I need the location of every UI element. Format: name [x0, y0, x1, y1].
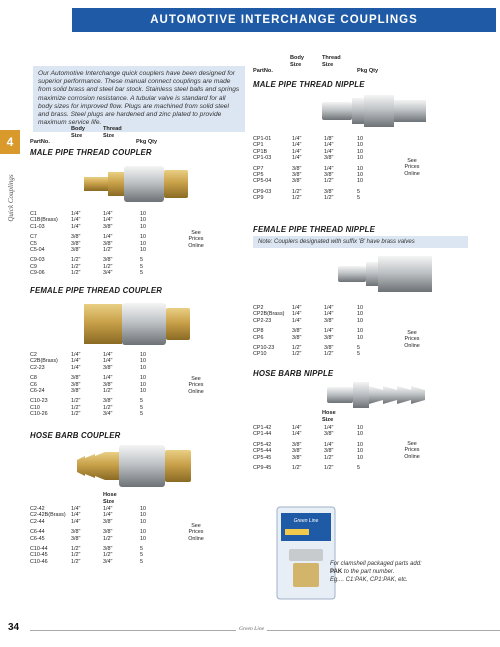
- thread-size: 1/2": [103, 552, 113, 559]
- part-number: C9: [30, 263, 37, 270]
- left-header-pkg: Pkg Qty: [136, 139, 158, 145]
- body-size: 1/4": [71, 211, 81, 217]
- thread-size: 3/8": [103, 529, 113, 536]
- section-title-male-coupler: MALE PIPE THREAD COUPLER: [30, 148, 152, 157]
- pkg-qty: 10: [140, 381, 146, 388]
- pkg-qty: 5: [357, 464, 360, 471]
- see-prices-4: [397, 158, 427, 177]
- table-row: [30, 270, 160, 276]
- pkg-qty: 10: [140, 535, 146, 542]
- table-row: [30, 247, 160, 253]
- table-row: [253, 455, 383, 461]
- body-size: 1/2": [71, 257, 81, 264]
- part-number: C10-44: [30, 545, 48, 552]
- right-header-hose-1: Hose: [322, 410, 336, 416]
- pkg-qty: 10: [357, 448, 363, 455]
- pkg-qty: 10: [357, 165, 363, 172]
- male-nipple-image: [320, 92, 430, 130]
- part-number: CP9: [253, 195, 264, 202]
- body-size: 3/8": [71, 535, 81, 542]
- table-male-coupler: [30, 211, 160, 277]
- pkg-qty: 10: [357, 311, 363, 318]
- part-number: CP1B: [253, 148, 268, 155]
- pkg-qty: 5: [357, 351, 360, 358]
- part-number: C1: [30, 211, 37, 217]
- pkg-qty: 5: [140, 263, 143, 270]
- body-size: 3/8": [292, 454, 302, 461]
- thread-size: 3/8": [324, 155, 334, 162]
- body-size: 3/8": [292, 328, 302, 335]
- pkg-qty: 10: [357, 441, 363, 448]
- see-prices-6-line1: See: [407, 441, 417, 447]
- table-row: [30, 559, 160, 565]
- thread-size: 3/8": [103, 257, 113, 264]
- table-row: [253, 431, 383, 437]
- body-size: 1/4": [71, 506, 81, 512]
- pak-line2: to the part number.: [342, 569, 395, 575]
- body-size: 1/2": [71, 411, 81, 418]
- see-prices-2-line1: See: [191, 376, 201, 382]
- part-number: C10-26: [30, 411, 48, 418]
- see-prices-1-line2: Prices: [188, 236, 204, 243]
- table-row: [30, 365, 160, 371]
- thread-size: 1/4": [103, 358, 113, 365]
- pkg-qty: 5: [357, 195, 360, 202]
- intro-text: Our Automotive Interchange quick couplers have been designed for superior performance. These manual connect couplings are made from solid brass and steel bar stock. Stainless steel balls and springs maximize corrosion resistance. A tubular valve is standard for all body sizes for improved flow. Plugs are machined from solid steel and brass. Steel plugs are hardened and zinc plated to provide maximum service life.: [38, 70, 240, 127]
- body-size: 1/4": [71, 352, 81, 358]
- part-number: CP9-03: [253, 188, 272, 195]
- body-size: 3/8": [292, 441, 302, 448]
- pkg-qty: 10: [140, 352, 146, 358]
- body-size: 1/4": [292, 311, 302, 318]
- body-size: 1/4": [71, 217, 81, 224]
- clamshell-package-image: [275, 505, 337, 601]
- thread-size: 1/2": [103, 387, 113, 394]
- body-size: 1/4": [292, 148, 302, 155]
- thread-size: 3/8": [324, 448, 334, 455]
- body-size: 1/4": [71, 223, 81, 230]
- thread-size: 1/2": [103, 246, 113, 253]
- thread-size: 3/4": [103, 411, 113, 418]
- table-row: [30, 519, 160, 525]
- pkg-qty: 10: [140, 246, 146, 253]
- side-label: [3, 160, 17, 240]
- body-size: 1/4": [292, 136, 302, 142]
- part-number: C6-45: [30, 535, 45, 542]
- pkg-qty: 5: [357, 344, 360, 351]
- page-banner: [72, 8, 496, 32]
- part-number: CP1-03: [253, 155, 272, 162]
- body-size: 1/4": [292, 425, 302, 431]
- thread-size: 1/8": [324, 136, 334, 142]
- thread-size: 3/8": [324, 344, 334, 351]
- part-number: CP5-45: [253, 454, 272, 461]
- right-header-hose: [322, 410, 336, 423]
- body-size: 3/8": [71, 529, 81, 536]
- body-size: 1/2": [292, 188, 302, 195]
- pkg-qty: 5: [140, 552, 143, 559]
- part-number: C9-03: [30, 257, 45, 264]
- thread-size: 3/8": [324, 431, 334, 438]
- body-size: 1/4": [292, 305, 302, 311]
- thread-size: 1/4": [103, 506, 113, 512]
- part-number: CP5-42: [253, 441, 272, 448]
- section-title-female-coupler: FEMALE PIPE THREAD COUPLER: [30, 286, 163, 295]
- pkg-qty: 5: [140, 270, 143, 277]
- table-female-nipple: [253, 305, 383, 358]
- thread-size: 1/2": [103, 404, 113, 411]
- thread-size: 1/4": [103, 234, 113, 241]
- see-prices-2: [181, 376, 211, 395]
- thread-size: 1/4": [324, 142, 334, 149]
- pkg-qty: 5: [140, 398, 143, 405]
- part-number: CP6: [253, 334, 264, 341]
- thread-size: 3/8": [324, 188, 334, 195]
- part-number: C8: [30, 375, 37, 382]
- body-size: 1/4": [71, 358, 81, 365]
- body-size: 3/8": [292, 334, 302, 341]
- table-row: [30, 388, 160, 394]
- thread-size: 3/8": [103, 364, 113, 371]
- right-header-thread-2: Size: [322, 61, 334, 68]
- body-size: 1/4": [292, 155, 302, 162]
- see-prices-5-line1: See: [407, 330, 417, 336]
- thread-size: 3/8": [103, 381, 113, 388]
- part-number: C6: [30, 381, 37, 388]
- see-prices-3-line3: Online: [188, 535, 204, 542]
- right-header-thread: [322, 55, 341, 68]
- see-prices-6-line2: Prices: [404, 447, 420, 454]
- pkg-qty: 10: [357, 425, 363, 431]
- part-number: CP2-23: [253, 317, 272, 324]
- body-size: 1/2": [292, 344, 302, 351]
- body-size: 1/2": [71, 552, 81, 559]
- left-header-hose-1: Hose: [103, 492, 117, 498]
- side-label-text: Quick Couplings: [7, 174, 15, 222]
- left-header-thread-1: Thread: [103, 126, 122, 132]
- male-coupler-image: [82, 160, 192, 210]
- left-header-thread-2: Size: [103, 132, 115, 139]
- body-size: 1/4": [71, 364, 81, 371]
- thread-size: 1/4": [103, 512, 113, 519]
- part-number: C2-42B(Brass): [30, 512, 66, 519]
- left-header-hose: [103, 492, 117, 505]
- thread-size: 1/4": [324, 441, 334, 448]
- see-prices-2-line3: Online: [188, 388, 204, 395]
- intro-box: [33, 66, 245, 132]
- thread-size: 1/4": [324, 148, 334, 155]
- left-header-thread: [103, 126, 122, 139]
- pkg-qty: 10: [140, 529, 146, 536]
- pkg-qty: 10: [357, 431, 363, 438]
- left-header-hose-2: Size: [103, 498, 115, 505]
- package-label: Green Line: [293, 518, 319, 524]
- part-number: CP1-42: [253, 425, 272, 431]
- pkg-qty: 10: [357, 305, 363, 311]
- part-number: C10: [30, 404, 40, 411]
- thread-size: 3/8": [324, 171, 334, 178]
- see-prices-3-line1: See: [191, 523, 201, 529]
- part-number: C10-46: [30, 558, 48, 565]
- table-row: [253, 465, 383, 471]
- part-number: CP1-01: [253, 136, 272, 142]
- right-header-pkg: Pkg Qty: [357, 68, 379, 74]
- part-number: C5-04: [30, 246, 45, 253]
- left-header-body-1: Body: [71, 126, 85, 132]
- thread-size: 3/8": [103, 545, 113, 552]
- pkg-qty: 10: [140, 375, 146, 382]
- see-prices-4-line3: Online: [404, 170, 420, 177]
- body-size: 3/8": [71, 387, 81, 394]
- body-size: 3/8": [292, 171, 302, 178]
- body-size: 3/8": [71, 240, 81, 247]
- pkg-qty: 10: [357, 171, 363, 178]
- body-size: 3/8": [71, 234, 81, 241]
- part-number: C1B(Brass): [30, 217, 58, 224]
- part-number: CP9-45: [253, 464, 272, 471]
- hose-coupler-image: [75, 440, 195, 492]
- pkg-qty: 5: [357, 188, 360, 195]
- pkg-qty: 5: [140, 558, 143, 565]
- body-size: 3/8": [71, 246, 81, 253]
- pkg-qty: 10: [140, 512, 146, 519]
- see-prices-5-line3: Online: [404, 342, 420, 349]
- part-number: C9-06: [30, 270, 45, 277]
- clamshell-note: [330, 560, 460, 584]
- right-header-body-1: Body: [290, 55, 304, 61]
- see-prices-4-line1: See: [407, 158, 417, 164]
- body-size: 1/2": [292, 464, 302, 471]
- right-header-hose-2: Size: [322, 416, 334, 423]
- part-number: C6-44: [30, 529, 45, 536]
- section-title-female-nipple: FEMALE PIPE THREAD NIPPLE: [253, 225, 375, 234]
- brass-valve-note: Note: Couplers designated with suffix 'B' have brass valves: [253, 236, 468, 248]
- pkg-qty: 5: [140, 404, 143, 411]
- see-prices-5-line2: Prices: [404, 336, 420, 343]
- left-header-part: PartNo.: [30, 139, 50, 145]
- thread-size: 1/2": [324, 195, 334, 202]
- section-tab: [0, 130, 20, 154]
- see-prices-3-line2: Prices: [188, 529, 204, 536]
- table-row: [30, 411, 160, 417]
- body-size: 3/8": [292, 165, 302, 172]
- left-header-body-2: Size: [71, 132, 83, 139]
- table-row: [30, 224, 160, 230]
- thread-size: 1/4": [324, 311, 334, 318]
- section-title-male-nipple: MALE PIPE THREAD NIPPLE: [253, 80, 365, 89]
- part-number: CP5-04: [253, 178, 272, 185]
- pkg-qty: 10: [140, 358, 146, 365]
- body-size: 1/4": [292, 431, 302, 438]
- female-nipple-image: [336, 254, 436, 294]
- part-number: C2-23: [30, 364, 45, 371]
- table-row: [253, 155, 383, 161]
- part-number: C6-24: [30, 387, 45, 394]
- thread-size: 3/4": [103, 270, 113, 277]
- table-row: [30, 536, 160, 542]
- pkg-qty: 10: [140, 364, 146, 371]
- pkg-qty: 10: [140, 234, 146, 241]
- section-tab-number: 4: [6, 135, 14, 149]
- pkg-qty: 10: [140, 223, 146, 230]
- pkg-qty: 10: [357, 317, 363, 324]
- part-number: C2: [30, 352, 37, 358]
- pkg-qty: 10: [357, 334, 363, 341]
- thread-size: 1/4": [103, 352, 113, 358]
- see-prices-1: [181, 230, 211, 249]
- thread-size: 1/2": [324, 454, 334, 461]
- hose-nipple-image: [325, 378, 435, 412]
- part-number: CP1-44: [253, 431, 272, 438]
- body-size: 1/2": [71, 398, 81, 405]
- thread-size: 3/4": [103, 558, 113, 565]
- part-number: C2-44: [30, 518, 45, 525]
- pkg-qty: 10: [357, 328, 363, 335]
- pkg-qty: 10: [357, 136, 363, 142]
- body-size: 1/2": [71, 545, 81, 552]
- part-number: CP1: [253, 142, 264, 149]
- right-header-thread-1: Thread: [322, 55, 341, 61]
- thread-size: 3/8": [103, 240, 113, 247]
- female-coupler-image: [82, 298, 192, 350]
- body-size: 3/8": [71, 381, 81, 388]
- thread-size: 1/2": [103, 535, 113, 542]
- part-number: C2-42: [30, 506, 45, 512]
- see-prices-1-line3: Online: [188, 242, 204, 249]
- page-number: 34: [8, 622, 20, 633]
- pkg-qty: 5: [140, 411, 143, 418]
- see-prices-2-line2: Prices: [188, 382, 204, 389]
- right-header-body: [290, 55, 304, 68]
- table-row: [253, 195, 383, 201]
- left-header-body: [71, 126, 85, 139]
- pkg-qty: 10: [140, 518, 146, 525]
- part-number: CP5: [253, 171, 264, 178]
- right-header-part: PartNo.: [253, 68, 273, 74]
- section-title-hose-coupler: HOSE BARB COUPLER: [30, 431, 121, 440]
- table-row: [253, 335, 383, 341]
- pak-line1: For clamshell packaged parts add:: [330, 561, 422, 567]
- pkg-qty: 10: [140, 240, 146, 247]
- pkg-qty: 5: [140, 545, 143, 552]
- body-size: 1/2": [71, 558, 81, 565]
- part-number: CP7: [253, 165, 264, 172]
- pkg-qty: 10: [357, 454, 363, 461]
- thread-size: 1/4": [324, 425, 334, 431]
- thread-size: 1/2": [324, 464, 334, 471]
- table-row: [253, 351, 383, 357]
- pkg-qty: 10: [357, 148, 363, 155]
- part-number: C1-03: [30, 223, 45, 230]
- pak-line3: Eg.... C1:PAK, CP1:PAK, etc.: [330, 577, 408, 583]
- table-hose-coupler: [30, 506, 160, 565]
- thread-size: 3/8": [324, 334, 334, 341]
- body-size: 1/2": [71, 263, 81, 270]
- body-size: 1/4": [71, 518, 81, 525]
- part-number: CP10-23: [253, 344, 275, 351]
- pkg-qty: 10: [357, 155, 363, 162]
- thread-size: 1/4": [324, 305, 334, 311]
- part-number: CP5-44: [253, 448, 272, 455]
- table-hose-nipple: [253, 425, 383, 471]
- thread-size: 1/4": [103, 217, 113, 224]
- see-prices-6: [397, 441, 427, 460]
- thread-size: 1/2": [324, 351, 334, 358]
- thread-size: 1/2": [324, 178, 334, 185]
- banner-title: AUTOMOTIVE INTERCHANGE COUPLINGS: [150, 14, 418, 26]
- thread-size: 1/4": [324, 328, 334, 335]
- thread-size: 3/8": [103, 398, 113, 405]
- thread-size: 1/4": [103, 375, 113, 382]
- table-male-nipple: [253, 136, 383, 202]
- right-header-body-2: Size: [290, 61, 302, 68]
- see-prices-1-line1: See: [191, 230, 201, 236]
- body-size: 1/2": [292, 195, 302, 202]
- part-number: C2B(Brass): [30, 358, 58, 365]
- part-number: C10-23: [30, 398, 48, 405]
- pkg-qty: 10: [140, 211, 146, 217]
- body-size: 1/4": [71, 512, 81, 519]
- body-size: 3/8": [292, 448, 302, 455]
- thread-size: 3/8": [103, 223, 113, 230]
- pkg-qty: 10: [140, 387, 146, 394]
- part-number: CP8: [253, 328, 264, 335]
- body-size: 3/8": [292, 178, 302, 185]
- thread-size: 1/4": [324, 165, 334, 172]
- body-size: 1/2": [292, 351, 302, 358]
- see-prices-3: [181, 523, 211, 542]
- part-number: CP2: [253, 305, 264, 311]
- thread-size: 3/8": [103, 518, 113, 525]
- body-size: 3/8": [71, 375, 81, 382]
- body-size: 1/2": [71, 404, 81, 411]
- thread-size: 1/4": [103, 211, 113, 217]
- section-title-hose-nipple: HOSE BARB NIPPLE: [253, 369, 334, 378]
- pkg-qty: 10: [140, 217, 146, 224]
- part-number: CP2B(Brass): [253, 311, 285, 318]
- thread-size: 3/8": [324, 317, 334, 324]
- see-prices-5: [397, 330, 427, 349]
- thread-size: 1/2": [103, 263, 113, 270]
- footer-brand: Green Line: [236, 626, 267, 632]
- table-row: [253, 178, 383, 184]
- part-number: C7: [30, 234, 37, 241]
- see-prices-4-line2: Prices: [404, 164, 420, 171]
- table-row: [253, 318, 383, 324]
- part-number: C10-45: [30, 552, 48, 559]
- body-size: 1/4": [292, 317, 302, 324]
- pkg-qty: 5: [140, 257, 143, 264]
- table-female-coupler: [30, 352, 160, 418]
- see-prices-6-line3: Online: [404, 453, 420, 460]
- body-size: 1/2": [71, 270, 81, 277]
- part-number: C5: [30, 240, 37, 247]
- pkg-qty: 10: [140, 506, 146, 512]
- part-number: CP10: [253, 351, 267, 358]
- pkg-qty: 10: [357, 178, 363, 185]
- body-size: 1/4": [292, 142, 302, 149]
- pak-word: PAK: [330, 569, 343, 575]
- pkg-qty: 10: [357, 142, 363, 149]
